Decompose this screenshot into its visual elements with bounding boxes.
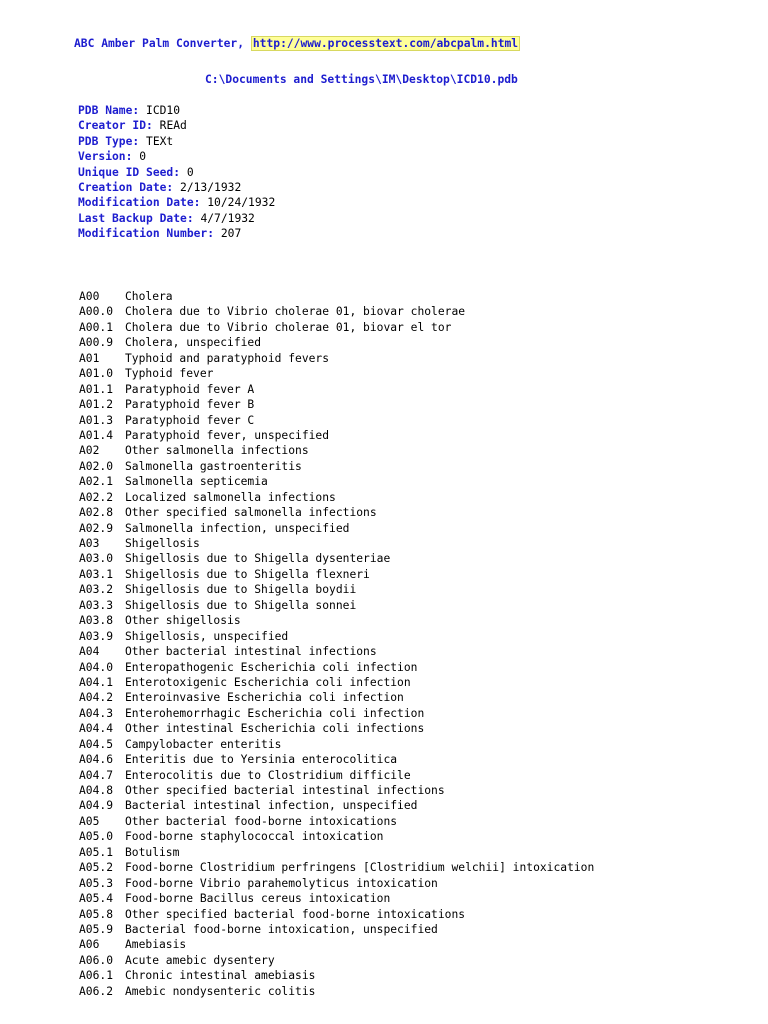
code-row bbox=[79, 382, 594, 397]
icd-code: A01.4 bbox=[79, 428, 114, 442]
code-row bbox=[79, 629, 594, 644]
converter-header bbox=[74, 36, 520, 51]
icd-code: A04.6 bbox=[79, 753, 114, 767]
metadata-row bbox=[78, 103, 275, 118]
icd-description: Salmonella infection, unspecified bbox=[125, 521, 350, 535]
code-row bbox=[79, 289, 594, 304]
code-row bbox=[79, 413, 594, 428]
icd-description: Cholera, unspecified bbox=[125, 336, 262, 350]
code-row bbox=[79, 737, 594, 752]
icd-code: A04 bbox=[79, 645, 100, 659]
icd-description: Food-borne Vibrio parahemolyticus intoxication bbox=[125, 876, 438, 890]
code-row bbox=[79, 459, 594, 474]
icd-code: A01.3 bbox=[79, 413, 114, 427]
icd10-code-list bbox=[79, 289, 594, 999]
icd-description: Bacterial food-borne intoxication, unspecified bbox=[125, 922, 438, 936]
code-row bbox=[79, 397, 594, 412]
icd-description: Paratyphoid fever B bbox=[125, 398, 255, 412]
code-row bbox=[79, 335, 594, 350]
icd-code: A01.2 bbox=[79, 398, 114, 412]
metadata-row bbox=[78, 149, 275, 164]
metadata-key: Modification Number: bbox=[78, 227, 215, 241]
icd-code: A04.8 bbox=[79, 784, 114, 797]
metadata-row bbox=[78, 180, 275, 195]
icd-code: A05 bbox=[79, 814, 100, 828]
metadata-value: 2/13/1932 bbox=[180, 180, 242, 194]
metadata-key: Version: bbox=[78, 150, 133, 164]
icd-code: A03.3 bbox=[79, 598, 114, 612]
icd-code: A06.0 bbox=[79, 953, 114, 967]
icd-description: Paratyphoid fever A bbox=[125, 382, 255, 396]
code-row bbox=[79, 984, 594, 999]
icd-description: Shigellosis due to Shigella sonnei bbox=[125, 598, 357, 612]
metadata-row bbox=[78, 165, 275, 180]
icd-code: A00.1 bbox=[79, 320, 114, 334]
code-row bbox=[79, 582, 594, 597]
icd-description: Other intestinal Escherichia coli infections bbox=[125, 722, 425, 736]
icd-description: Amebiasis bbox=[125, 938, 187, 952]
icd-description: Salmonella gastroenteritis bbox=[125, 459, 302, 473]
icd-description: Salmonella septicemia bbox=[125, 475, 268, 489]
icd-description: Other shigellosis bbox=[125, 614, 241, 628]
icd-description: Other specified bacterial intestinal infections bbox=[125, 784, 445, 797]
file-path: C:\Documents and Settings\IM\Desktop\ICD10.pdb bbox=[205, 73, 518, 86]
icd-code: A05.0 bbox=[79, 830, 114, 844]
metadata-key: Last Backup Date: bbox=[78, 211, 194, 225]
icd-code: A06 bbox=[79, 938, 100, 952]
icd-code: A02.9 bbox=[79, 521, 114, 535]
metadata-row bbox=[78, 134, 275, 149]
icd-code: A05.1 bbox=[79, 845, 114, 859]
code-row bbox=[79, 937, 594, 952]
icd-code: A03.2 bbox=[79, 583, 114, 597]
icd-description: Other salmonella infections bbox=[125, 444, 309, 458]
icd-description: Localized salmonella infections bbox=[125, 490, 336, 504]
icd-code: A06.2 bbox=[79, 984, 114, 998]
icd-code: A01.0 bbox=[79, 367, 114, 381]
metadata-value: 10/24/1932 bbox=[207, 196, 276, 210]
code-row bbox=[79, 660, 594, 675]
code-row bbox=[79, 304, 594, 319]
icd-code: A03.8 bbox=[79, 614, 114, 628]
icd-code: A05.8 bbox=[79, 907, 114, 921]
icd-description: Paratyphoid fever C bbox=[125, 413, 255, 427]
icd-description: Cholera due to Vibrio cholerae 01, biovar cholerae bbox=[125, 305, 466, 319]
metadata-value: REAd bbox=[159, 119, 187, 133]
icd-description: Paratyphoid fever, unspecified bbox=[125, 428, 330, 442]
pdb-metadata bbox=[78, 103, 275, 242]
code-row bbox=[79, 474, 594, 489]
icd-code: A03.9 bbox=[79, 629, 114, 643]
code-row bbox=[79, 644, 594, 659]
icd-code: A04.4 bbox=[79, 722, 114, 736]
icd-description: Shigellosis, unspecified bbox=[125, 629, 289, 643]
icd-code: A05.3 bbox=[79, 876, 114, 890]
icd-code: A00.9 bbox=[79, 336, 114, 350]
icd-description: Bacterial intestinal infection, unspecified bbox=[125, 799, 418, 813]
icd-description: Typhoid fever bbox=[125, 367, 214, 381]
icd-description: Amebic nondysenteric colitis bbox=[125, 984, 316, 998]
icd-code: A01.1 bbox=[79, 382, 114, 396]
icd-description: Shigellosis due to Shigella flexneri bbox=[125, 567, 370, 581]
code-row bbox=[79, 829, 594, 844]
code-row bbox=[79, 706, 594, 721]
code-row bbox=[79, 752, 594, 767]
icd-code: A02 bbox=[79, 444, 100, 458]
icd-code: A03.1 bbox=[79, 567, 114, 581]
metadata-value: 0 bbox=[186, 165, 194, 179]
code-row bbox=[79, 922, 594, 937]
icd-description: Enteroinvasive Escherichia coli infection bbox=[125, 691, 404, 705]
icd-code: A04.7 bbox=[79, 768, 114, 782]
metadata-value: 0 bbox=[139, 150, 147, 164]
code-row bbox=[79, 721, 594, 736]
icd-description: Other specified salmonella infections bbox=[125, 506, 377, 520]
code-row bbox=[79, 505, 594, 520]
code-row bbox=[79, 613, 594, 628]
metadata-key: PDB Name: bbox=[78, 104, 140, 117]
icd-description: Shigellosis due to Shigella dysenteriae bbox=[125, 552, 391, 566]
code-row bbox=[79, 860, 594, 875]
code-row bbox=[79, 845, 594, 860]
code-row bbox=[79, 521, 594, 536]
converter-title: ABC Amber Palm Converter, bbox=[74, 37, 245, 50]
icd-code: A05.9 bbox=[79, 922, 114, 936]
metadata-key: PDB Type: bbox=[78, 134, 140, 148]
code-row bbox=[79, 428, 594, 443]
metadata-key: Modification Date: bbox=[78, 196, 201, 210]
code-row bbox=[79, 953, 594, 968]
icd-code: A00 bbox=[79, 290, 100, 303]
icd-description: Cholera bbox=[125, 290, 173, 303]
metadata-value: TEXt bbox=[146, 134, 174, 148]
icd-code: A04.0 bbox=[79, 660, 114, 674]
code-row bbox=[79, 490, 594, 505]
icd-code: A01 bbox=[79, 351, 100, 365]
icd-description: Shigellosis bbox=[125, 537, 200, 550]
metadata-row bbox=[78, 195, 275, 210]
icd-description: Enterocolitis due to Clostridium difficile bbox=[125, 768, 411, 782]
metadata-key: Creation Date: bbox=[78, 180, 174, 194]
icd-description: Food-borne Bacillus cereus intoxication bbox=[125, 892, 391, 906]
code-row bbox=[79, 536, 594, 551]
icd-code: A03.0 bbox=[79, 552, 114, 566]
icd-description: Botulism bbox=[125, 845, 180, 859]
icd-code: A04.5 bbox=[79, 737, 114, 751]
icd-code: A02.8 bbox=[79, 506, 114, 520]
code-row bbox=[79, 783, 594, 798]
metadata-value: 4/7/1932 bbox=[200, 211, 255, 225]
icd-description: Enterotoxigenic Escherichia coli infection bbox=[125, 675, 411, 689]
icd-description: Other specified bacterial food-borne intoxications bbox=[125, 907, 466, 921]
icd-code: A02.0 bbox=[79, 459, 114, 473]
code-row bbox=[79, 690, 594, 705]
code-row bbox=[79, 366, 594, 381]
icd-code: A00.0 bbox=[79, 305, 114, 319]
icd-code: A04.2 bbox=[79, 691, 114, 705]
code-row bbox=[79, 567, 594, 582]
icd-description: Shigellosis due to Shigella boydii bbox=[125, 583, 357, 597]
code-row bbox=[79, 968, 594, 983]
code-row bbox=[79, 443, 594, 458]
icd-code: A02.2 bbox=[79, 490, 114, 504]
code-row bbox=[79, 798, 594, 813]
metadata-row bbox=[78, 118, 275, 133]
icd-code: A04.1 bbox=[79, 675, 114, 689]
converter-link[interactable]: http://www.processtext.com/abcpalm.html bbox=[252, 37, 519, 50]
code-row bbox=[79, 768, 594, 783]
icd-description: Food-borne Clostridium perfringens [Clostridium welchii] intoxication bbox=[125, 861, 595, 875]
metadata-key: Unique ID Seed: bbox=[78, 165, 181, 179]
code-row bbox=[79, 551, 594, 566]
icd-description: Cholera due to Vibrio cholerae 01, biovar el tor bbox=[125, 320, 452, 334]
icd-code: A02.1 bbox=[79, 475, 114, 489]
icd-code: A03 bbox=[79, 537, 100, 550]
code-row bbox=[79, 814, 594, 829]
code-row bbox=[79, 907, 594, 922]
icd-description: Typhoid and paratyphoid fevers bbox=[125, 351, 330, 365]
icd-description: Other bacterial food-borne intoxications bbox=[125, 814, 398, 828]
icd-description: Other bacterial intestinal infections bbox=[125, 645, 377, 659]
icd-description: Acute amebic dysentery bbox=[125, 953, 275, 967]
icd-code: A04.9 bbox=[79, 799, 114, 813]
icd-description: Enteropathogenic Escherichia coli infection bbox=[125, 660, 418, 674]
icd-code: A05.4 bbox=[79, 892, 114, 906]
metadata-value: 207 bbox=[220, 227, 242, 241]
metadata-value: ICD10 bbox=[146, 104, 181, 117]
icd-code: A05.2 bbox=[79, 861, 114, 875]
icd-description: Campylobacter enteritis bbox=[125, 737, 282, 751]
metadata-row bbox=[78, 226, 275, 241]
metadata-row bbox=[78, 211, 275, 226]
code-row bbox=[79, 891, 594, 906]
icd-code: A06.1 bbox=[79, 969, 114, 983]
code-row bbox=[79, 351, 594, 366]
icd-description: Food-borne staphylococcal intoxication bbox=[125, 830, 384, 844]
code-row bbox=[79, 320, 594, 335]
metadata-key: Creator ID: bbox=[78, 119, 153, 133]
icd-description: Enterohemorrhagic Escherichia coli infection bbox=[125, 706, 425, 720]
code-row bbox=[79, 598, 594, 613]
icd-description: Chronic intestinal amebiasis bbox=[125, 969, 316, 983]
icd-code: A04.3 bbox=[79, 706, 114, 720]
code-row bbox=[79, 675, 594, 690]
code-row bbox=[79, 876, 594, 891]
icd-description: Enteritis due to Yersinia enterocolitica bbox=[125, 753, 398, 767]
